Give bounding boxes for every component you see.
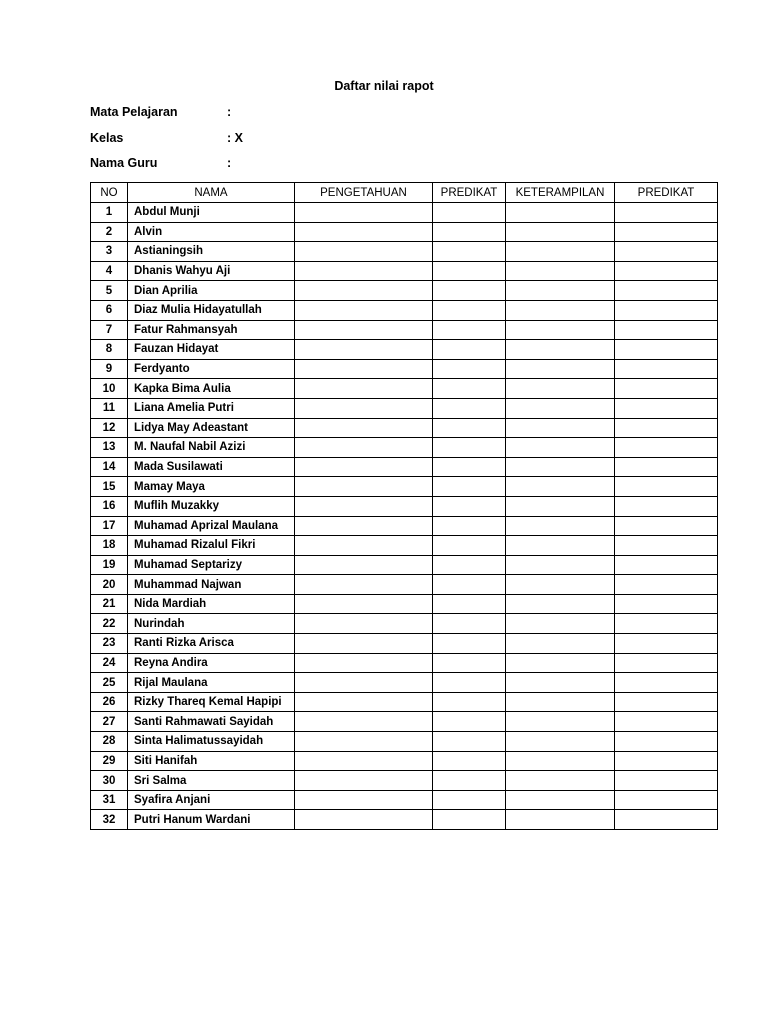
header-nama: NAMA <box>128 183 295 203</box>
table-row <box>91 555 718 575</box>
table-row <box>91 634 718 654</box>
predikat-cell[interactable] <box>433 261 506 281</box>
keterampilan-cell[interactable] <box>506 516 615 536</box>
student-name: Santi Rahmawati Sayidah <box>128 712 295 732</box>
row-number: 32 <box>91 810 128 830</box>
table-row <box>91 418 718 438</box>
predikat-2-cell[interactable] <box>615 555 718 575</box>
pengetahuan-cell[interactable] <box>295 222 433 242</box>
keterampilan-cell[interactable] <box>506 810 615 830</box>
table-row <box>91 261 718 281</box>
meta-subject-label: Mata Pelajaran <box>90 105 178 119</box>
predikat-2-cell[interactable] <box>615 340 718 360</box>
predikat-cell[interactable] <box>433 222 506 242</box>
table-row <box>91 575 718 595</box>
student-name: Fauzan Hidayat <box>128 340 295 360</box>
predikat-2-cell[interactable] <box>615 810 718 830</box>
predikat-cell[interactable] <box>433 281 506 301</box>
pengetahuan-cell[interactable] <box>295 281 433 301</box>
keterampilan-cell[interactable] <box>506 575 615 595</box>
keterampilan-cell[interactable] <box>506 536 615 556</box>
predikat-2-cell[interactable] <box>615 594 718 614</box>
keterampilan-cell[interactable] <box>506 340 615 360</box>
student-name: Dian Aprilia <box>128 281 295 301</box>
predikat-cell[interactable] <box>433 594 506 614</box>
student-name: Sinta Halimatussayidah <box>128 732 295 752</box>
keterampilan-cell[interactable] <box>506 418 615 438</box>
keterampilan-cell[interactable] <box>506 732 615 752</box>
pengetahuan-cell[interactable] <box>295 732 433 752</box>
predikat-2-cell[interactable] <box>615 300 718 320</box>
pengetahuan-cell[interactable] <box>295 418 433 438</box>
meta-class-label: Kelas <box>90 131 124 145</box>
row-number: 26 <box>91 692 128 712</box>
table-row <box>91 771 718 791</box>
page-title: Daftar nilai rapot <box>334 79 434 93</box>
predikat-2-cell[interactable] <box>615 398 718 418</box>
keterampilan-cell[interactable] <box>506 222 615 242</box>
table-row <box>91 614 718 634</box>
row-number: 3 <box>91 242 128 262</box>
predikat-2-cell[interactable] <box>615 790 718 810</box>
row-number: 31 <box>91 790 128 810</box>
predikat-cell[interactable] <box>433 516 506 536</box>
keterampilan-cell[interactable] <box>506 790 615 810</box>
student-name: M. Naufal Nabil Azizi <box>128 438 295 458</box>
predikat-cell[interactable] <box>433 555 506 575</box>
student-name: Diaz Mulia Hidayatullah <box>128 300 295 320</box>
header-no: NO <box>91 183 128 203</box>
row-number: 7 <box>91 320 128 340</box>
predikat-2-cell[interactable] <box>615 222 718 242</box>
table-row <box>91 379 718 399</box>
predikat-2-cell[interactable] <box>615 712 718 732</box>
row-number: 17 <box>91 516 128 536</box>
table-row <box>91 810 718 830</box>
predikat-cell[interactable] <box>433 673 506 693</box>
keterampilan-cell[interactable] <box>506 242 615 262</box>
row-number: 21 <box>91 594 128 614</box>
row-number: 27 <box>91 712 128 732</box>
row-number: 1 <box>91 203 128 223</box>
predikat-2-cell[interactable] <box>615 418 718 438</box>
predikat-2-cell[interactable] <box>615 751 718 771</box>
table-row <box>91 398 718 418</box>
row-number: 24 <box>91 653 128 673</box>
predikat-cell[interactable] <box>433 320 506 340</box>
meta-subject <box>90 105 231 119</box>
table-row <box>91 673 718 693</box>
row-number: 4 <box>91 261 128 281</box>
table-row <box>91 653 718 673</box>
student-name: Sri Salma <box>128 771 295 791</box>
row-number: 9 <box>91 359 128 379</box>
student-name: Muhammad Najwan <box>128 575 295 595</box>
student-name: Syafira Anjani <box>128 790 295 810</box>
student-name: Siti Hanifah <box>128 751 295 771</box>
meta-subject-value: : <box>227 105 232 119</box>
row-number: 22 <box>91 614 128 634</box>
row-number: 16 <box>91 496 128 516</box>
meta-teacher-label: Nama Guru <box>90 156 158 170</box>
keterampilan-cell[interactable] <box>506 634 615 654</box>
keterampilan-cell[interactable] <box>506 477 615 497</box>
predikat-2-cell[interactable] <box>615 614 718 634</box>
row-number: 11 <box>91 398 128 418</box>
student-name: Muhamad Aprizal Maulana <box>128 516 295 536</box>
student-name: Mada Susilawati <box>128 457 295 477</box>
row-number: 29 <box>91 751 128 771</box>
predikat-2-cell[interactable] <box>615 692 718 712</box>
table-row <box>91 281 718 301</box>
student-name: Liana Amelia Putri <box>128 398 295 418</box>
table-row <box>91 438 718 458</box>
pengetahuan-cell[interactable] <box>295 536 433 556</box>
table-row <box>91 203 718 223</box>
table-row <box>91 300 718 320</box>
predikat-cell[interactable] <box>433 771 506 791</box>
student-name: Fatur Rahmansyah <box>128 320 295 340</box>
student-name: Lidya May Adeastant <box>128 418 295 438</box>
row-number: 23 <box>91 634 128 654</box>
predikat-2-cell[interactable] <box>615 516 718 536</box>
pengetahuan-cell[interactable] <box>295 575 433 595</box>
row-number: 12 <box>91 418 128 438</box>
pengetahuan-cell[interactable] <box>295 516 433 536</box>
predikat-cell[interactable] <box>433 438 506 458</box>
pengetahuan-cell[interactable] <box>295 340 433 360</box>
row-number: 30 <box>91 771 128 791</box>
table-row <box>91 320 718 340</box>
predikat-cell[interactable] <box>433 536 506 556</box>
pengetahuan-cell[interactable] <box>295 810 433 830</box>
predikat-cell[interactable] <box>433 300 506 320</box>
predikat-2-cell[interactable] <box>615 673 718 693</box>
student-name: Reyna Andira <box>128 653 295 673</box>
keterampilan-cell[interactable] <box>506 751 615 771</box>
predikat-cell[interactable] <box>433 751 506 771</box>
student-name: Rizky Thareq Kemal Hapipi <box>128 692 295 712</box>
predikat-cell[interactable] <box>433 398 506 418</box>
table-row <box>91 477 718 497</box>
row-number: 28 <box>91 732 128 752</box>
row-number: 8 <box>91 340 128 360</box>
predikat-cell[interactable] <box>433 418 506 438</box>
table-row <box>91 692 718 712</box>
pengetahuan-cell[interactable] <box>295 398 433 418</box>
predikat-2-cell[interactable] <box>615 457 718 477</box>
table-header-row <box>91 183 718 203</box>
predikat-cell[interactable] <box>433 340 506 360</box>
table-row <box>91 594 718 614</box>
row-number: 13 <box>91 438 128 458</box>
predikat-2-cell[interactable] <box>615 771 718 791</box>
header-keterampilan: KETERAMPILAN <box>506 183 615 203</box>
predikat-cell[interactable] <box>433 359 506 379</box>
keterampilan-cell[interactable] <box>506 379 615 399</box>
keterampilan-cell[interactable] <box>506 203 615 223</box>
table-row <box>91 222 718 242</box>
predikat-2-cell[interactable] <box>615 634 718 654</box>
table-row <box>91 516 718 536</box>
row-number: 14 <box>91 457 128 477</box>
student-name: Putri Hanum Wardani <box>128 810 295 830</box>
keterampilan-cell[interactable] <box>506 300 615 320</box>
pengetahuan-cell[interactable] <box>295 673 433 693</box>
pengetahuan-cell[interactable] <box>295 300 433 320</box>
predikat-2-cell[interactable] <box>615 203 718 223</box>
table-row <box>91 751 718 771</box>
predikat-2-cell[interactable] <box>615 379 718 399</box>
row-number: 10 <box>91 379 128 399</box>
predikat-2-cell[interactable] <box>615 242 718 262</box>
predikat-cell[interactable] <box>433 242 506 262</box>
predikat-cell[interactable] <box>433 634 506 654</box>
predikat-cell[interactable] <box>433 732 506 752</box>
row-number: 19 <box>91 555 128 575</box>
row-number: 2 <box>91 222 128 242</box>
predikat-2-cell[interactable] <box>615 575 718 595</box>
predikat-2-cell[interactable] <box>615 536 718 556</box>
table-row <box>91 732 718 752</box>
pengetahuan-cell[interactable] <box>295 359 433 379</box>
grades-table <box>90 182 718 830</box>
student-name: Nurindah <box>128 614 295 634</box>
predikat-cell[interactable] <box>433 810 506 830</box>
predikat-2-cell[interactable] <box>615 261 718 281</box>
student-name: Ranti Rizka Arisca <box>128 634 295 654</box>
pengetahuan-cell[interactable] <box>295 614 433 634</box>
predikat-2-cell[interactable] <box>615 359 718 379</box>
table-row <box>91 340 718 360</box>
keterampilan-cell[interactable] <box>506 359 615 379</box>
predikat-cell[interactable] <box>433 653 506 673</box>
keterampilan-cell[interactable] <box>506 594 615 614</box>
keterampilan-cell[interactable] <box>506 496 615 516</box>
header-predikat-2: PREDIKAT <box>615 183 718 203</box>
pengetahuan-cell[interactable] <box>295 477 433 497</box>
predikat-cell[interactable] <box>433 712 506 732</box>
predikat-cell[interactable] <box>433 477 506 497</box>
pengetahuan-cell[interactable] <box>295 203 433 223</box>
table-row <box>91 536 718 556</box>
keterampilan-cell[interactable] <box>506 614 615 634</box>
student-name: Kapka Bima Aulia <box>128 379 295 399</box>
pengetahuan-cell[interactable] <box>295 653 433 673</box>
keterampilan-cell[interactable] <box>506 712 615 732</box>
predikat-2-cell[interactable] <box>615 320 718 340</box>
table-row <box>91 359 718 379</box>
row-number: 6 <box>91 300 128 320</box>
student-name: Abdul Munji <box>128 203 295 223</box>
table-row <box>91 496 718 516</box>
student-name: Ferdyanto <box>128 359 295 379</box>
meta-teacher-value: : <box>227 156 232 170</box>
meta-class <box>90 131 243 145</box>
table-row <box>91 457 718 477</box>
header-pengetahuan: PENGETAHUAN <box>295 183 433 203</box>
predikat-cell[interactable] <box>433 575 506 595</box>
pengetahuan-cell[interactable] <box>295 790 433 810</box>
predikat-cell[interactable] <box>433 614 506 634</box>
student-name: Mamay Maya <box>128 477 295 497</box>
pengetahuan-cell[interactable] <box>295 712 433 732</box>
header-predikat: PREDIKAT <box>433 183 506 203</box>
keterampilan-cell[interactable] <box>506 320 615 340</box>
predikat-2-cell[interactable] <box>615 281 718 301</box>
pengetahuan-cell[interactable] <box>295 555 433 575</box>
pengetahuan-cell[interactable] <box>295 496 433 516</box>
predikat-2-cell[interactable] <box>615 653 718 673</box>
pengetahuan-cell[interactable] <box>295 692 433 712</box>
pengetahuan-cell[interactable] <box>295 751 433 771</box>
table-row <box>91 712 718 732</box>
keterampilan-cell[interactable] <box>506 771 615 791</box>
pengetahuan-cell[interactable] <box>295 457 433 477</box>
row-number: 25 <box>91 673 128 693</box>
row-number: 15 <box>91 477 128 497</box>
pengetahuan-cell[interactable] <box>295 438 433 458</box>
pengetahuan-cell[interactable] <box>295 771 433 791</box>
student-name: Muflih Muzakky <box>128 496 295 516</box>
keterampilan-cell[interactable] <box>506 398 615 418</box>
pengetahuan-cell[interactable] <box>295 242 433 262</box>
predikat-2-cell[interactable] <box>615 496 718 516</box>
student-name: Alvin <box>128 222 295 242</box>
student-name: Rijal Maulana <box>128 673 295 693</box>
predikat-cell[interactable] <box>433 496 506 516</box>
meta-class-value: : X <box>227 131 243 145</box>
keterampilan-cell[interactable] <box>506 692 615 712</box>
keterampilan-cell[interactable] <box>506 673 615 693</box>
student-name: Dhanis Wahyu Aji <box>128 261 295 281</box>
table-row <box>91 242 718 262</box>
student-name: Nida Mardiah <box>128 594 295 614</box>
keterampilan-cell[interactable] <box>506 555 615 575</box>
pengetahuan-cell[interactable] <box>295 634 433 654</box>
pengetahuan-cell[interactable] <box>295 261 433 281</box>
keterampilan-cell[interactable] <box>506 281 615 301</box>
table-row <box>91 790 718 810</box>
pengetahuan-cell[interactable] <box>295 379 433 399</box>
keterampilan-cell[interactable] <box>506 438 615 458</box>
keterampilan-cell[interactable] <box>506 457 615 477</box>
predikat-2-cell[interactable] <box>615 477 718 497</box>
predikat-cell[interactable] <box>433 379 506 399</box>
pengetahuan-cell[interactable] <box>295 320 433 340</box>
pengetahuan-cell[interactable] <box>295 594 433 614</box>
predikat-2-cell[interactable] <box>615 732 718 752</box>
keterampilan-cell[interactable] <box>506 261 615 281</box>
predikat-cell[interactable] <box>433 457 506 477</box>
student-name: Muhamad Rizalul Fikri <box>128 536 295 556</box>
row-number: 20 <box>91 575 128 595</box>
row-number: 18 <box>91 536 128 556</box>
student-name: Muhamad Septarizy <box>128 555 295 575</box>
student-name: Astianingsih <box>128 242 295 262</box>
predikat-cell[interactable] <box>433 692 506 712</box>
row-number: 5 <box>91 281 128 301</box>
predikat-cell[interactable] <box>433 790 506 810</box>
keterampilan-cell[interactable] <box>506 653 615 673</box>
meta-teacher <box>90 156 231 170</box>
predikat-cell[interactable] <box>433 203 506 223</box>
predikat-2-cell[interactable] <box>615 438 718 458</box>
